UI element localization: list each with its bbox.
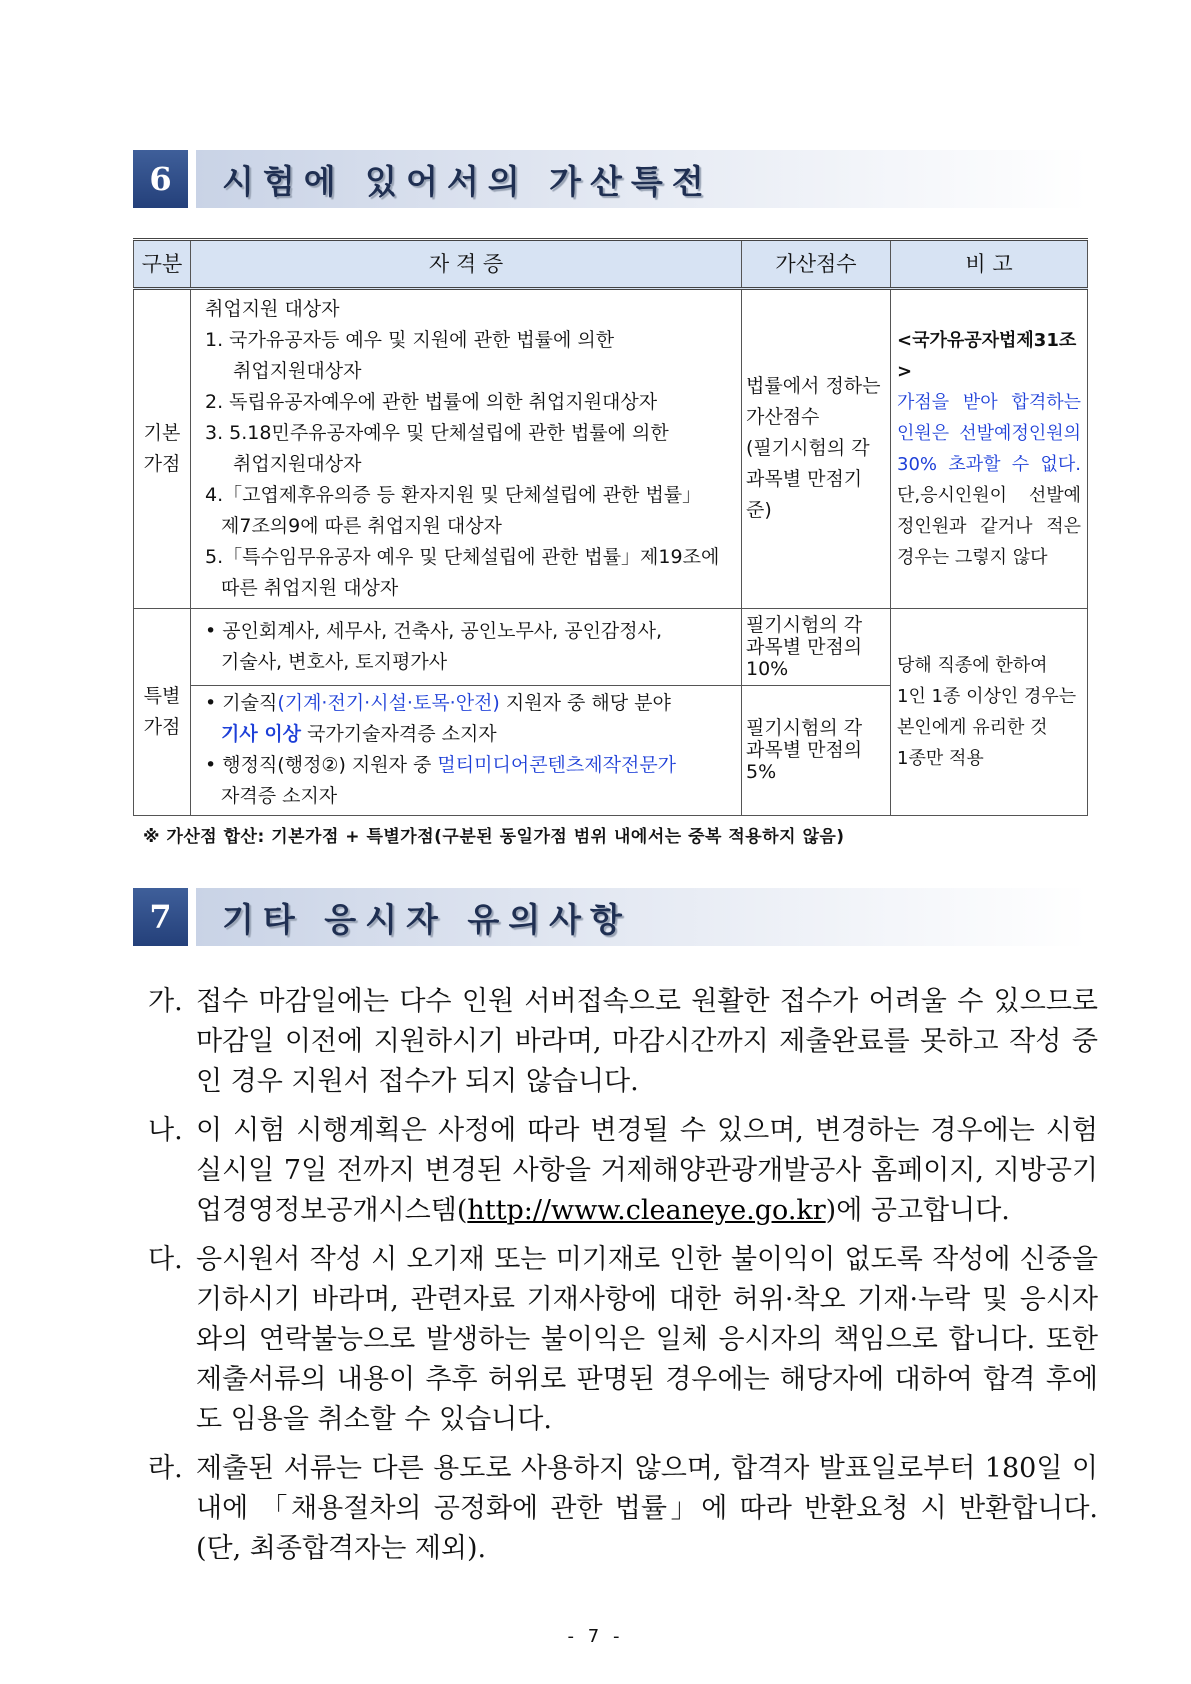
table-header-row <box>134 240 1088 289</box>
header-note: 비 고 <box>891 240 1088 289</box>
table-row-basic <box>134 289 1088 609</box>
page-number: - 7 - <box>567 1626 624 1647</box>
basic-qualification-cell: 취업지원 대상자 1. 국가유공자등 예우 및 지원에 관한 법률에 의한 취업지원대상자 2. 독립유공자예우에 관한 법률에 의한 취업지원대상자 3. 5.18민주유공자예우 및 단체설립에 관한 법률에 의한 취업지원대상자 4.「고엽제후유의증 등 환자지원 및 단체설립에 관한 법률」 제7조의9에 따른 취업지원 대상자 5.「특수임무유공자 예우 및 단체설립에 관한 법률」제19조에 따른 취업지원 대상자 <box>191 289 742 609</box>
section-7-header <box>133 888 1088 946</box>
section-7-title: 기타 응시자 유의사항 <box>222 899 631 939</box>
special-category-cell: 특별 가점 <box>134 608 191 815</box>
section-6-title: 시험에 있어서의 가산특전 <box>222 161 713 201</box>
section-6-header <box>133 150 1088 208</box>
table-row-special-1 <box>134 608 1088 685</box>
bonus-points-table <box>133 238 1088 816</box>
special-qualification-cell-1: • 공인회계사, 세무사, 건축사, 공인노무사, 공인감정사, 기술사, 변호사, 토지평가사 <box>191 608 742 685</box>
special-score-cell-2: 필기시험의 각 과목별 만점의 5% <box>742 685 891 816</box>
section-7-number: 7 <box>133 888 188 946</box>
section-6-number: 6 <box>133 150 188 208</box>
header-category: 구분 <box>134 240 191 289</box>
special-qualification-cell-2: • 기술직(기계·전기·시설·토목·안전) 지원자 중 해당 분야 기사 이상 국가기술자격증 소지자 • 행정직(행정②) 지원자 중 멀티미디어콘텐츠제작전문가 자격증 소지자 <box>191 685 742 816</box>
list-item: 라. 제출된 서류는 다른 용도로 사용하지 않으며, 합격자 발표일로부터 180일 이내에 「채용절차의 공정화에 관한 법률」에 따라 반환요청 시 반환합니다. (단, 최종합격자는 제외). <box>148 1453 1098 1564</box>
bonus-footnote: ※ 가산점 합산: 기본가점 + 특별가점(구분된 동일가점 범위 내에서는 중복 적용하지 않음) <box>143 827 845 847</box>
special-note-cell: 당해 직종에 한하여 1인 1종 이상인 경우는 본인에게 유리한 것 1종만 적용 <box>891 608 1088 815</box>
list-item: 나. 이 시험 시행계획은 사정에 따라 변경될 수 있으며, 변경하는 경우에는 시험 실시일 7일 전까지 변경된 사항을 거제해양관광개발공사 홈페이지, 지방공기업경영정보공개시스템(http://www.cleaneye.go.kr)에 공고합니다. <box>148 1115 1098 1226</box>
special-score-cell-1: 필기시험의 각 과목별 만점의 10% <box>742 608 891 685</box>
note-law-title: <국가유공자법제31조> <box>897 329 1077 382</box>
multimedia-cert-highlight: 멀티미디어콘텐츠제작전문가 <box>437 754 677 777</box>
header-qualification: 자 격 증 <box>191 240 742 289</box>
cleaneye-link[interactable]: http://www.cleaneye.go.kr <box>467 1195 826 1226</box>
notice-list <box>148 982 1098 1578</box>
list-item: 다. 응시원서 작성 시 오기재 또는 미기재로 인한 불이익이 없도록 작성에 신중을 기하시기 바라며, 관련자료 기재사항에 대한 허위·착오 기재·누락 및 응시자와의 연락불능으로 발생하는 불이익은 일체 응시자의 책임으로 합니다. 또한 제출서류의 내용이 추후 허위로 판명된 경우에는 해당자에 대하여 합격 후에도 임용을 취소할 수 있습니다. <box>148 1244 1098 1435</box>
list-item: 가. 접수 마감일에는 다수 인원 서버접속으로 원활한 접수가 어려울 수 있으므로 마감일 이전에 지원하시기 바라며, 마감시간까지 제출완료를 못하고 작성 중인 경우 지원서 접수가 되지 않습니다. <box>148 986 1098 1097</box>
tech-level-highlight: 기사 이상 <box>221 723 302 746</box>
basic-note-cell: <국가유공자법제31조> 가점을 받아 합격하는 인원은 선발예정인원의 30% 초과할 수 없다. 단,응시인원이 선발예 정인원과 같거나 적은 경우는 그렇지 않다 <box>891 289 1088 609</box>
header-score: 가산점수 <box>742 240 891 289</box>
basic-score-cell: 법률에서 정하는 가산점수 (필기시험의 각 과목별 만점기준) <box>742 289 891 609</box>
basic-category-cell: 기본 가점 <box>134 289 191 609</box>
